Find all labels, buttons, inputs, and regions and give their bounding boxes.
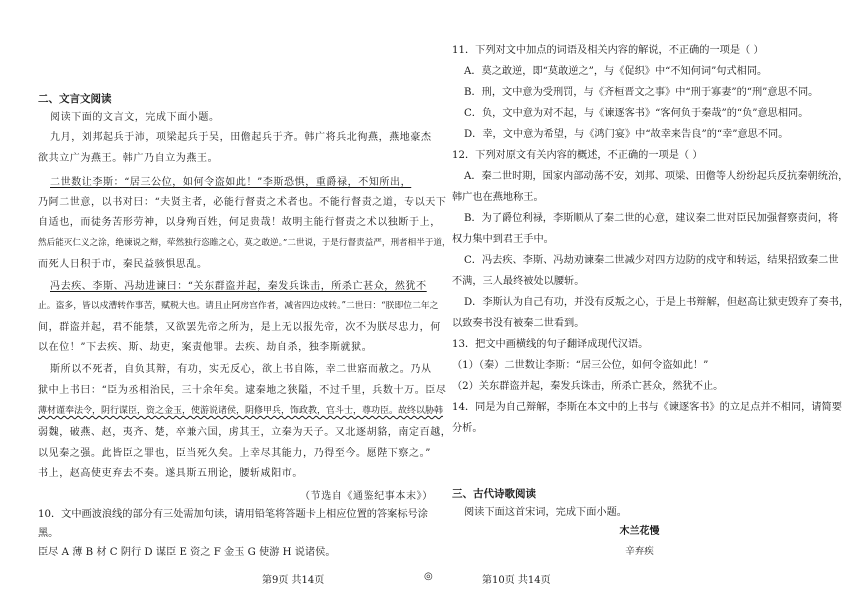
question-12-option-a-line-1: A．秦二世时期，国家内部动荡不安，刘邦、项梁、田儋等人纷纷起兵反抗秦朝统治，: [464, 171, 849, 182]
question-12-option-b-line-2: 权力集中到君王手中。: [452, 234, 554, 245]
passage-line-13: 狱中上书曰：“臣为丞相治民，三十余年矣。逮秦地之狭隘，不过千里，兵数十万。臣尽: [38, 385, 447, 396]
question-12-option-c-line-1: C．冯去疾、李斯、冯劫劝谏秦二世减少对四方边防的戍守和转运，结果招致秦二世: [464, 255, 839, 266]
page-number-right: 第10页 共14页: [482, 575, 551, 586]
question-10-line-2: 黑。: [38, 528, 59, 539]
question-14-line-1: 14．同是为自己辩解，李斯在本文中的上书与《谏逐客书》的立足点并不相同，请简要: [452, 402, 842, 413]
question-10-line-1: 10．文中画波浪线的部分有三处需加句读，请用铅笔将答题卡上相应位置的答案标号涂: [38, 509, 428, 520]
page-number-left: 第9页 共14页: [262, 575, 325, 586]
question-12-option-a-line-2: 韩广也在燕地称王。: [452, 192, 544, 203]
question-11-option-b: B．刑，文中意为受刑罚，与《齐桓晋文之事》中“刑于寡妻”的“刑”意思不同。: [464, 87, 819, 98]
question-13-part-1: （1）（秦）二世数让李斯：“居三公位，如何令盗如此！”: [452, 360, 709, 371]
question-12-option-b-line-1: B．为了爵位利禄，李斯顺从了秦二世的心意，建议秦二世对臣民加强督察责问，将: [464, 213, 839, 224]
poem-author: 辛弃疾: [625, 546, 654, 557]
section-title-classical-prose: 二、文言文阅读: [38, 93, 112, 105]
passage-line-8: 冯去疾、李斯、冯劫进谏曰：“关东群盗并起，秦发兵诛击，所杀亡甚众，然犹不: [50, 281, 427, 292]
passage-line-6: 然后能灭仁义之涂，绝谏说之辩，荦然独行恣睢之心，莫之敢逆。”二世说，于是行督责益严，刑者相半于道，: [38, 238, 451, 248]
passage-line-2: 欲共立广为燕王。韩广乃自立为燕王。: [38, 153, 219, 164]
passage-line-12: 斯所以不死者，自负其辩，有功，实无反心，欲上书自陈，幸二世寤而赦之。乃从: [50, 364, 432, 375]
question-11-option-c: C．负，文中意为对不起，与《谏逐客书》“客何负于秦哉”的“负”意思相同。: [464, 108, 809, 119]
question-11: 11．下列对文中加点的词语及相关内容的解说，不正确的一项是（ ）: [452, 45, 764, 56]
question-14-line-2: 分析。: [452, 423, 483, 434]
passage-line-16: 以见秦之强。此皆臣之罪也，臣当死久矣。上幸尽其能力，乃得至今。愿陛下察之。”: [38, 448, 431, 459]
passage-line-5: 自适也，而徒务苦形劳神，以身殉百姓，何足贵哉！故明主能行督责之术以独断于上，: [38, 217, 441, 228]
passage-line-11: 以在位！”下去疾、斯、劫吏，案责他罪。去疾、劫自杀，独李斯就狱。: [38, 342, 373, 353]
question-10-options: 臣尽 A 薄 B 材 C 阴行 D 谋臣 E 资之 F 金玉 G 使游 H 说诸侯。: [38, 547, 336, 558]
section-title-poetry: 三、古代诗歌阅读: [452, 488, 536, 500]
question-12-option-d-line-1: D．李斯认为自己有功，并没有反叛之心，于是上书辩解，但赵高让狱吏毁弃了奏书，: [464, 297, 850, 308]
poem-title: 木兰花慢: [619, 526, 660, 537]
question-13-part-2: （2）关东群盗并起，秦发兵诛击，所杀亡甚众，然犹不止。: [452, 381, 724, 392]
passage-line-17: 书上，赵高使吏弃去不奏。遂具斯五刑论，腰斩咸阳市。: [38, 468, 303, 479]
passage-line-7: 而死人日积于市，秦民益骇惧思乱。: [38, 259, 208, 270]
passage-line-3: 二世数让李斯：“居三公位，如何令盗如此！”李斯恐惧，重爵禄，不知所出，: [50, 177, 412, 188]
binding-mark: ◎: [424, 571, 433, 582]
passage-line-9: 止。盗多，皆以戍漕转作事苦，赋税大也。请且止阿房宫作者，减省四边戍转。”二世曰：“朕即位二年之: [38, 301, 439, 311]
poetry-intro: 阅读下面这首宋词，完成下面小题。: [464, 507, 627, 518]
question-12-option-c-line-2: 不满，三人最终被处以腰斩。: [452, 276, 585, 287]
question-11-option-a: A．莫之敢逆，即“莫敢逆之”，与《促织》中“不知何词”句式相同。: [464, 66, 768, 77]
question-12-option-d-line-2: 以致奏书没有被秦二世看到。: [452, 318, 585, 329]
question-11-option-d: D．幸，文中意为希望，与《鸿门宴》中“故幸来告良”的“幸”意思不同。: [464, 129, 789, 140]
passage-line-14-wavy: 薄材谨奉法令，阴行谋臣，资之金玉，使游说诸侯，阴修甲兵，饰政教，官斗士，尊功臣。故终以胁韩: [38, 406, 444, 416]
passage-line-1: 九月，刘邦起兵于沛，项梁起兵于吴，田儋起兵于齐。韩广将兵北徇燕，燕地豪杰: [50, 132, 432, 143]
section-intro: 阅读下面的文言文，完成下面小题。: [50, 112, 220, 123]
passage-source: （节选自《通鉴纪事本末》）: [300, 491, 433, 502]
passage-line-4: 乃阿二世意，以书对曰：“夫贤主者，必能行督责之术者也。不能行督责之道，专以天下: [38, 197, 447, 208]
passage-line-15: 弱魏，破燕、赵，夷齐、楚，卒兼六国，虏其王，立秦为天子。又北逐胡貉，南定百越，: [38, 427, 452, 438]
passage-line-10: 间，群盗并起，君不能禁，又欲罢先帝之所为，是上无以报先帝，次不为朕尽忠力，何: [38, 322, 441, 333]
question-12: 12．下列对原文有关内容的概述，不正确的一项是（ ）: [452, 150, 703, 161]
question-13: 13．把文中画横线的句子翻译成现代汉语。: [452, 339, 649, 350]
